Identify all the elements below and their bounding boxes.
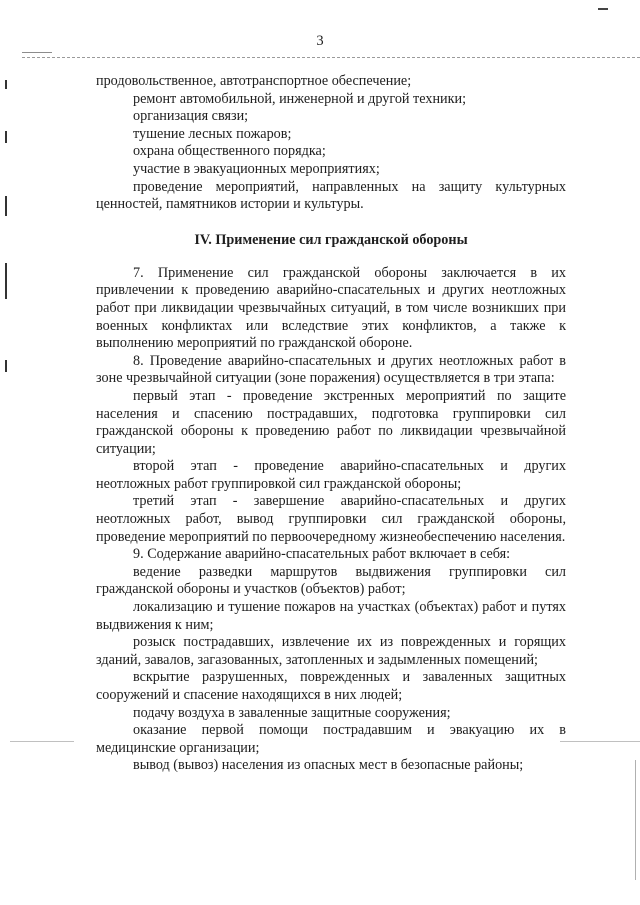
- lead-paragraph: продовольственное, автотранспортное обеспечение;: [96, 73, 412, 89]
- page-number: 3: [316, 33, 324, 49]
- scan-dash-right: [598, 8, 608, 10]
- scan-margin-mark: [5, 131, 7, 143]
- section-paragraph: третий этап - завершение аварийно-спасательных и других неотложных работ, вывод группировки сил гражданской обороны, проведение мероприятий по первоочередному жизнеобеспечению населения.: [96, 493, 566, 545]
- section-paragraph: вывод (вывоз) населения из опасных мест в безопасные районы;: [133, 757, 524, 774]
- section-paragraph: второй этап - проведение аварийно-спасательных и других неотложных работ группировкой сил гражданской обороны;: [96, 458, 566, 492]
- section-heading: IV. Применение сил гражданской обороны: [194, 231, 468, 248]
- section-paragraph: подачу воздуха в заваленные защитные сооружения;: [133, 704, 451, 721]
- lead-paragraph: охрана общественного порядка;: [133, 143, 326, 160]
- document-body: [96, 73, 566, 775]
- scan-edge-mark: [635, 760, 636, 880]
- scan-dash-left: [10, 741, 74, 742]
- lead-paragraph: участие в эвакуационных мероприятиях;: [133, 160, 380, 177]
- section-paragraph: оказание первой помощи пострадавшим и эвакуацию их в медицинские организации;: [96, 722, 566, 756]
- section-paragraph: 9. Содержание аварийно-спасательных работ включает в себя:: [133, 546, 511, 563]
- lead-paragraph: организация связи;: [133, 108, 249, 125]
- scan-margin-mark: [5, 263, 7, 299]
- section-paragraph: первый этап - проведение экстренных мероприятий по защите населения и спасению пострадавших, подготовка группировки сил гражданской обороны к проведению работ по ликвидации чрезвычайной ситуации;: [96, 387, 566, 457]
- scan-dash-right: [560, 741, 640, 742]
- section-paragraph: 7. Применение сил гражданской обороны заключается в их привлечении к проведению аварийно-спасательных и других неотложных работ при ликвидации чрезвычайных ситуаций, в том числе возникших при военных конфликтах или вследствие этих конфликтов, а также к выполнению мероприятий по гражданской обороне.: [96, 264, 566, 352]
- scan-top-rule: [22, 57, 640, 58]
- scan-margin-mark: [5, 80, 7, 89]
- section-paragraph: 8. Проведение аварийно-спасательных и других неотложных работ в зоне чрезвычайной ситуации (зоне поражения) осуществляется в три этапа:: [96, 352, 566, 387]
- section-paragraph: локализацию и тушение пожаров на участках (объектах) работ и путях выдвижения к ним;: [96, 599, 566, 633]
- section-paragraph: ведение разведки маршрутов выдвижения группировки сил гражданской обороны и участков (объектов) работ;: [96, 563, 566, 598]
- scan-margin-mark: [5, 360, 7, 372]
- section-paragraph: вскрытие разрушенных, поврежденных и заваленных защитных сооружений и спасение находящихся в них людей;: [96, 669, 566, 703]
- lead-paragraph: ремонт автомобильной, инженерной и другой техники;: [133, 90, 467, 107]
- lead-paragraph: тушение лесных пожаров;: [133, 125, 292, 142]
- section-paragraph: розыск пострадавших, извлечение их из поврежденных и горящих зданий, завалов, загазованных, затопленных и задымленных помещений;: [96, 634, 566, 668]
- scan-dash-left: [22, 52, 52, 53]
- lead-paragraph: проведение мероприятий, направленных на защиту культурных ценностей, памятников истории и культуры.: [96, 178, 566, 213]
- scan-margin-mark: [5, 196, 7, 216]
